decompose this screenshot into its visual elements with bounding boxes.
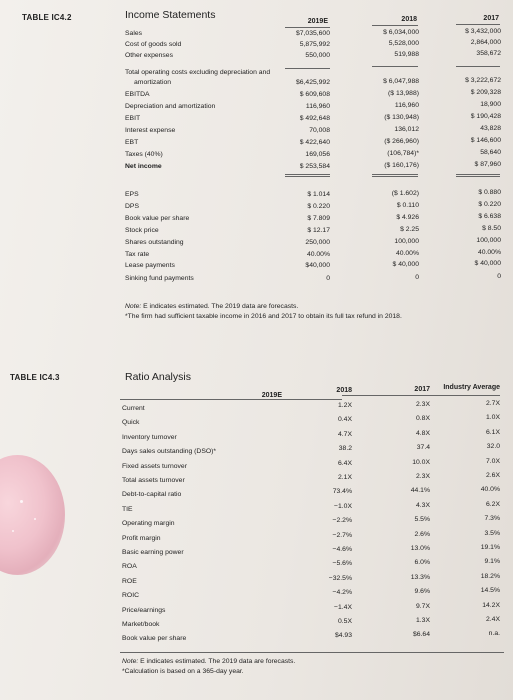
row-label: Basic earning power (122, 549, 184, 556)
cell-value: $ 422,640 (299, 139, 330, 146)
cell-value: 44.1% (410, 487, 430, 494)
cell-value: $ 6.638 (478, 213, 501, 220)
row-label: Current (122, 405, 145, 412)
cell-value: 73.4% (332, 488, 352, 495)
cell-value: $ 0.880 (478, 189, 501, 196)
row-label: Operating margin (122, 520, 175, 527)
cell-value: 1.2X (338, 402, 352, 409)
cell-value: 2.6X (486, 472, 500, 479)
cell-value: $6.64 (412, 631, 430, 638)
cell-value: $ 146,600 (470, 137, 501, 144)
row-label: amortization (134, 79, 172, 86)
cell-value: $ 492,648 (299, 115, 330, 122)
cell-value: −1.4X (334, 604, 352, 611)
cell-value: 38.2 (338, 445, 352, 452)
column-header: 2018 (401, 16, 417, 23)
cell-value: 100,000 (476, 237, 501, 244)
table-label: TABLE IC4.2 (22, 13, 72, 22)
cell-value: 0.8X (416, 415, 430, 422)
cell-value: 5,528,000 (388, 40, 419, 47)
table-title: Income Statements (125, 9, 216, 21)
column-header: 2017 (483, 15, 499, 22)
cell-value: $ 253,584 (299, 163, 330, 170)
cell-value: 116,960 (305, 103, 330, 110)
cell-value: 37.4 (416, 444, 430, 451)
cell-value: $ 4.926 (396, 214, 419, 221)
column-header: 2019E (307, 18, 328, 25)
cell-value: 13.3% (410, 574, 430, 581)
row-label: Book value per share (122, 635, 187, 642)
cell-value: 519,988 (394, 51, 419, 58)
cell-value: $ 209,328 (470, 89, 501, 96)
table-footnote: *Calculation is based on a 365-day year. (122, 668, 244, 675)
cell-value: 40.00% (395, 250, 419, 257)
cell-value: −4.6% (332, 546, 352, 553)
cell-value: −4.2% (332, 589, 352, 596)
cell-value: 40.00% (306, 251, 330, 258)
table-title: Ratio Analysis (125, 371, 191, 383)
cell-value: 7.0X (486, 458, 500, 465)
cell-value: 2.7X (486, 400, 500, 407)
row-label: Inventory turnover (122, 434, 177, 441)
cell-value: 70,008 (309, 127, 330, 134)
table-note: Note: E indicates estimated. The 2019 data are forecasts. (125, 303, 299, 310)
cell-value: 13.0% (410, 545, 430, 552)
cell-value: $4.93 (334, 632, 352, 639)
row-label: Profit margin (122, 535, 161, 542)
cell-value: 40.0% (480, 486, 500, 493)
row-label: Tax rate (125, 251, 150, 258)
column-header: Industry Average (443, 384, 500, 391)
row-label: Other expenses (125, 52, 173, 59)
row-label: Interest expense (125, 127, 176, 134)
cell-value: 2.1X (338, 474, 352, 481)
cell-value: $ 1.014 (307, 191, 330, 198)
cell-value: 2.3X (416, 473, 430, 480)
cell-value: $ 6,047,988 (383, 78, 419, 85)
row-label: Sales (125, 30, 143, 37)
cell-value: 6.1X (486, 429, 500, 436)
cell-value: 1.0X (486, 414, 500, 421)
cell-value: $ 3,222,672 (465, 77, 501, 84)
cell-value: 0 (326, 275, 330, 282)
cell-value: $ 0.110 (396, 202, 419, 209)
row-label: Total operating costs excluding depreciation and (125, 69, 271, 76)
cell-value: 0 (497, 273, 501, 280)
cell-value: $ 190,428 (470, 113, 501, 120)
cell-value: 1.3X (416, 617, 430, 624)
cell-value: −2.2% (332, 517, 352, 524)
row-label: Book value per share (125, 215, 190, 222)
cell-value: 0 (415, 274, 419, 281)
row-label: ROIC (122, 592, 139, 599)
cell-value: 14.2X (482, 602, 500, 609)
row-label: Days sales outstanding (DSO)* (122, 448, 217, 455)
cell-value: n.a. (488, 630, 500, 637)
row-label: EBIT (125, 115, 141, 122)
row-label: Stock price (125, 227, 159, 234)
cell-value: −2.7% (332, 532, 352, 539)
nail-sparkle (34, 518, 36, 520)
row-label: TIE (122, 506, 133, 513)
cell-value: $ 12.17 (307, 227, 330, 234)
cell-value: 169,056 (305, 151, 330, 158)
cell-value: 550,000 (305, 52, 330, 59)
cell-value: $7,035,600 (295, 30, 330, 37)
row-label: Debt-to-capital ratio (122, 491, 182, 498)
nail-sparkle (12, 530, 14, 532)
cell-value: 4.3X (416, 502, 430, 509)
cell-value: $ 6,034,000 (383, 29, 419, 36)
table-note: Note: E indicates estimated. The 2019 data are forecasts. (122, 658, 296, 665)
row-label: Depreciation and amortization (125, 103, 216, 110)
cell-value: $ 40,000 (392, 261, 419, 268)
row-label: Sinking fund payments (125, 275, 194, 282)
row-label: Market/book (122, 621, 160, 628)
cell-value: −1.0X (334, 503, 352, 510)
row-label: Total assets turnover (122, 477, 185, 484)
cell-value: 358,672 (476, 50, 501, 57)
cell-value: $ 2.25 (400, 226, 419, 233)
cell-value: ($ 266,960) (384, 138, 419, 145)
cell-value: 32.0 (486, 443, 500, 450)
cell-value: $ 0.220 (478, 201, 501, 208)
cell-value: $40,000 (305, 262, 330, 269)
column-header: 2018 (336, 387, 352, 394)
cell-value: 14.5% (480, 587, 500, 594)
cell-value: $ 8.50 (482, 225, 501, 232)
row-label: Price/earnings (122, 607, 166, 614)
row-label: Fixed assets turnover (122, 463, 187, 470)
cell-value: 9.6% (414, 588, 430, 595)
cell-value: 19.1% (480, 544, 500, 551)
cell-value: ($ 130,948) (384, 114, 419, 121)
cell-value: 43,828 (480, 125, 501, 132)
row-label: Lease payments (125, 262, 175, 269)
cell-value: 2,864,000 (470, 39, 501, 46)
cell-value: 40.00% (477, 249, 501, 256)
cell-value: 250,000 (305, 239, 330, 246)
cell-value: 4.7X (338, 431, 352, 438)
row-label: Net income (125, 163, 162, 170)
cell-value: 2.4X (486, 616, 500, 623)
cell-value: 116,960 (394, 102, 419, 109)
cell-value: 3.5% (484, 530, 500, 537)
column-header: 2017 (414, 386, 430, 393)
cell-value: 6.2X (486, 501, 500, 508)
row-label: EBT (125, 139, 139, 146)
cell-value: 5.5% (414, 516, 430, 523)
cell-value: $ 0.220 (307, 203, 330, 210)
cell-value: 18,900 (480, 101, 501, 108)
row-label: EBITDA (125, 91, 150, 98)
cell-value: 136,012 (394, 126, 419, 133)
nail-sparkle (20, 500, 23, 503)
cell-value: (106,784)* (387, 150, 419, 157)
column-header: 2019E (261, 392, 282, 399)
cell-value: −5.6% (332, 560, 352, 567)
cell-value: 5,875,992 (299, 41, 330, 48)
row-label: DPS (125, 203, 139, 210)
cell-value: 9.1% (484, 558, 500, 565)
cell-value: 100,000 (394, 238, 419, 245)
cell-value: 18.2% (480, 573, 500, 580)
cell-value: $ 40,000 (474, 260, 501, 267)
cell-value: ($ 160,176) (384, 162, 419, 169)
row-label: Cost of goods sold (125, 41, 182, 48)
cell-value: $ 3,432,000 (465, 28, 501, 35)
cell-value: 6.0% (414, 559, 430, 566)
cell-value: $ 7.809 (307, 215, 330, 222)
row-label: Shares outstanding (125, 239, 184, 246)
cell-value: 2.3X (416, 401, 430, 408)
cell-value: ($ 1.602) (391, 190, 419, 197)
fingernail (0, 455, 65, 575)
cell-value: 9.7X (416, 603, 430, 610)
row-label: Quick (122, 419, 140, 426)
cell-value: 10.0X (412, 459, 430, 466)
cell-value: $ 609,608 (299, 91, 330, 98)
row-label: ROA (122, 563, 137, 570)
cell-value: 0.4X (338, 416, 352, 423)
cell-value: 7.3% (484, 515, 500, 522)
cell-value: −32.5% (328, 575, 352, 582)
row-label: ROE (122, 578, 137, 585)
cell-value: $ 87,960 (474, 161, 501, 168)
cell-value: 58,640 (480, 149, 501, 156)
row-label: EPS (125, 191, 139, 198)
cell-value: 4.8X (416, 430, 430, 437)
cell-value: 6.4X (338, 460, 352, 467)
cell-value: $6,425,992 (295, 79, 330, 86)
cell-value: 2.6% (414, 531, 430, 538)
table-footnote: *The firm had sufficient taxable income in 2016 and 2017 to obtain its full tax refund in 2018. (125, 313, 402, 320)
cell-value: 0.5X (338, 618, 352, 625)
table-label: TABLE IC4.3 (10, 373, 60, 382)
row-label: Taxes (40%) (125, 151, 163, 158)
cell-value: ($ 13,988) (388, 90, 419, 97)
